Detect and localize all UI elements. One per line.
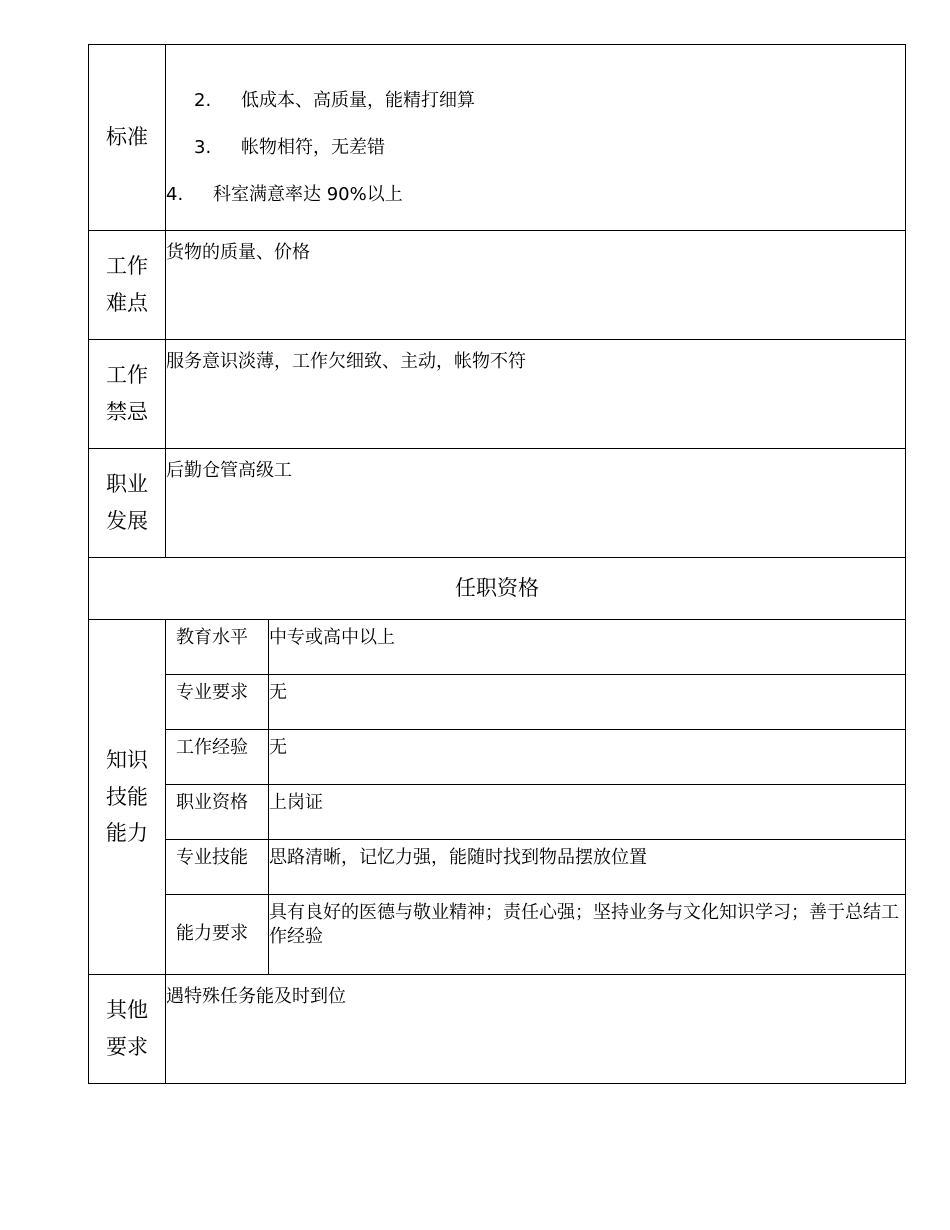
job-description-table xyxy=(88,44,906,1084)
qualification-row xyxy=(89,620,906,675)
difficulty-label: 工作难点 xyxy=(106,254,148,315)
knowledge-skills-label-cell xyxy=(89,620,166,975)
qualification-value: 无 xyxy=(269,730,906,785)
career-label-cell xyxy=(89,449,166,558)
standard-item-number: 2. xyxy=(194,90,212,111)
qualification-value: 中专或高中以上 xyxy=(269,620,906,675)
qualification-row xyxy=(89,895,906,975)
qualification-label: 教育水平 xyxy=(166,620,269,675)
standard-item-number: 3. xyxy=(194,137,212,158)
career-text: 后勤仓管高级工 xyxy=(166,449,906,558)
qualification-value: 具有良好的医德与敬业精神；责任心强；坚持业务与文化知识学习；善于总结工作经验 xyxy=(269,895,906,975)
qualification-row xyxy=(89,730,906,785)
qualification-label: 工作经验 xyxy=(166,730,269,785)
qualification-label: 专业要求 xyxy=(166,675,269,730)
standards-content xyxy=(166,45,906,231)
qualification-value: 上岗证 xyxy=(269,785,906,840)
knowledge-skills-label: 知识技能能力 xyxy=(106,747,148,846)
standards-list xyxy=(166,45,905,230)
career-label: 职业发展 xyxy=(106,472,148,533)
qualification-value: 思路清晰，记忆力强，能随时找到物品摆放位置 xyxy=(269,840,906,895)
qualification-label: 专业技能 xyxy=(166,840,269,895)
standard-item-text: 低成本、高质量，能精打细算 xyxy=(241,90,475,111)
qualification-label: 职业资格 xyxy=(166,785,269,840)
taboo-text: 服务意识淡薄，工作欠细致、主动，帐物不符 xyxy=(166,340,906,449)
standard-item xyxy=(166,183,905,230)
qualification-label: 能力要求 xyxy=(166,895,269,975)
taboo-label: 工作禁忌 xyxy=(106,363,148,424)
other-label: 其他要求 xyxy=(106,998,148,1059)
qualification-row xyxy=(89,840,906,895)
career-row xyxy=(89,449,906,558)
qualification-row xyxy=(89,675,906,730)
standards-label: 标准 xyxy=(106,125,148,150)
standards-label-cell xyxy=(89,45,166,231)
qualifications-header: 任职资格 xyxy=(89,558,906,620)
standard-item xyxy=(166,89,905,136)
difficulty-text: 货物的质量、价格 xyxy=(166,231,906,340)
standard-item-text: 科室满意率达 90%以上 xyxy=(213,184,403,205)
standard-item-text: 帐物相符，无差错 xyxy=(241,137,385,158)
other-text: 遇特殊任务能及时到位 xyxy=(166,975,906,1084)
standard-item-number: 4. xyxy=(166,184,184,205)
other-row xyxy=(89,975,906,1084)
taboo-row xyxy=(89,340,906,449)
qualification-value: 无 xyxy=(269,675,906,730)
difficulty-row xyxy=(89,231,906,340)
difficulty-label-cell xyxy=(89,231,166,340)
qualifications-header-row xyxy=(89,558,906,620)
other-label-cell xyxy=(89,975,166,1084)
standard-item xyxy=(166,136,905,183)
taboo-label-cell xyxy=(89,340,166,449)
standards-row xyxy=(89,45,906,231)
qualification-row xyxy=(89,785,906,840)
